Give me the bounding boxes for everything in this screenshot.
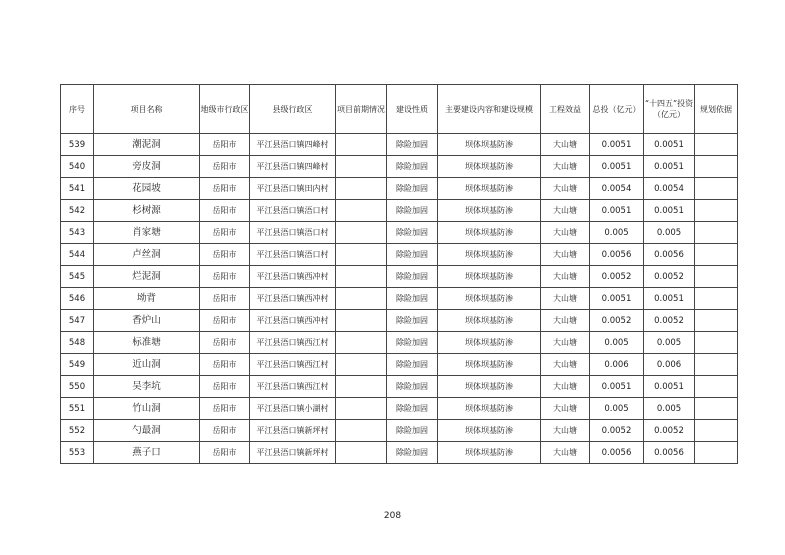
cell-total-investment: 0.0051 xyxy=(590,376,644,398)
cell-project-name: 卢丝洞 xyxy=(94,244,200,266)
cell-nature: 除险加固 xyxy=(387,222,438,244)
cell-content: 坝体坝基防渗 xyxy=(438,178,541,200)
header-benefit: 工程效益 xyxy=(541,85,590,134)
header-serial: 序号 xyxy=(61,85,94,134)
cell-plan-investment: 0.0052 xyxy=(644,310,695,332)
cell-serial: 550 xyxy=(61,376,94,398)
cell-city: 岳阳市 xyxy=(200,266,250,288)
cell-county: 平江县浯口镇浯口村 xyxy=(250,222,336,244)
cell-county: 平江县浯口镇西江村 xyxy=(250,354,336,376)
cell-nature: 除险加固 xyxy=(387,134,438,156)
cell-city: 岳阳市 xyxy=(200,288,250,310)
cell-content: 坝体坝基防渗 xyxy=(438,354,541,376)
cell-project-name: 杉树源 xyxy=(94,200,200,222)
cell-city: 岳阳市 xyxy=(200,420,250,442)
cell-county: 平江县浯口镇西江村 xyxy=(250,332,336,354)
table-row xyxy=(61,222,738,244)
cell-nature: 除险加固 xyxy=(387,178,438,200)
cell-plan-investment: 0.0051 xyxy=(644,200,695,222)
cell-total-investment: 0.0051 xyxy=(590,288,644,310)
cell-county: 平江县浯口镇西冲村 xyxy=(250,288,336,310)
table-row xyxy=(61,134,738,156)
cell-content: 坝体坝基防渗 xyxy=(438,310,541,332)
cell-plan-investment: 0.0051 xyxy=(644,134,695,156)
cell-basis xyxy=(695,288,738,310)
table-row xyxy=(61,398,738,420)
cell-benefit: 大山塘 xyxy=(541,442,590,464)
cell-county: 平江县浯口镇西江村 xyxy=(250,376,336,398)
cell-plan-investment: 0.0051 xyxy=(644,288,695,310)
cell-plan-investment: 0.005 xyxy=(644,398,695,420)
table-row xyxy=(61,442,738,464)
cell-nature: 除险加固 xyxy=(387,266,438,288)
cell-total-investment: 0.0052 xyxy=(590,266,644,288)
header-county: 县级行政区 xyxy=(250,85,336,134)
cell-serial: 540 xyxy=(61,156,94,178)
cell-serial: 553 xyxy=(61,442,94,464)
cell-city: 岳阳市 xyxy=(200,376,250,398)
cell-nature: 除险加固 xyxy=(387,310,438,332)
cell-project-name: 花园坡 xyxy=(94,178,200,200)
cell-serial: 541 xyxy=(61,178,94,200)
cell-nature: 除险加固 xyxy=(387,354,438,376)
table-row xyxy=(61,178,738,200)
cell-plan-investment: 0.0052 xyxy=(644,266,695,288)
cell-content: 坝体坝基防渗 xyxy=(438,134,541,156)
cell-serial: 547 xyxy=(61,310,94,332)
cell-total-investment: 0.005 xyxy=(590,398,644,420)
page-number: 208 xyxy=(383,511,402,521)
cell-city: 岳阳市 xyxy=(200,332,250,354)
cell-project-name: 勺最洞 xyxy=(94,420,200,442)
cell-basis xyxy=(695,398,738,420)
cell-city: 岳阳市 xyxy=(200,156,250,178)
cell-content: 坝体坝基防渗 xyxy=(438,332,541,354)
cell-county: 平江县浯口镇四峰村 xyxy=(250,156,336,178)
cell-basis xyxy=(695,310,738,332)
header-nature: 建设性质 xyxy=(387,85,438,134)
cell-county: 平江县浯口镇田内村 xyxy=(250,178,336,200)
cell-benefit: 大山塘 xyxy=(541,200,590,222)
cell-project-name: 吴李坑 xyxy=(94,376,200,398)
cell-content: 坝体坝基防渗 xyxy=(438,398,541,420)
cell-total-investment: 0.005 xyxy=(590,222,644,244)
cell-total-investment: 0.0052 xyxy=(590,310,644,332)
cell-total-investment: 0.0051 xyxy=(590,134,644,156)
cell-preliminary xyxy=(336,156,387,178)
cell-city: 岳阳市 xyxy=(200,134,250,156)
cell-content: 坝体坝基防渗 xyxy=(438,156,541,178)
header-preliminary: 项目前期情况 xyxy=(336,85,387,134)
cell-county: 平江县浯口镇四峰村 xyxy=(250,134,336,156)
cell-project-name: 燕子口 xyxy=(94,442,200,464)
cell-preliminary xyxy=(336,310,387,332)
cell-preliminary xyxy=(336,420,387,442)
cell-city: 岳阳市 xyxy=(200,244,250,266)
cell-county: 平江县浯口镇新坪村 xyxy=(250,420,336,442)
cell-basis xyxy=(695,420,738,442)
cell-preliminary xyxy=(336,244,387,266)
header-project-name: 项目名称 xyxy=(94,85,200,134)
header-city: 地级市行政区 xyxy=(200,85,250,134)
table-row xyxy=(61,156,738,178)
cell-content: 坝体坝基防渗 xyxy=(438,200,541,222)
cell-project-name: 竹山洞 xyxy=(94,398,200,420)
cell-project-name: 标准塘 xyxy=(94,332,200,354)
cell-plan-investment: 0.006 xyxy=(644,354,695,376)
cell-benefit: 大山塘 xyxy=(541,398,590,420)
table-row xyxy=(61,266,738,288)
table-row xyxy=(61,376,738,398)
cell-nature: 除险加固 xyxy=(387,244,438,266)
cell-serial: 546 xyxy=(61,288,94,310)
header-row xyxy=(61,85,738,134)
cell-plan-investment: 0.0056 xyxy=(644,442,695,464)
cell-content: 坝体坝基防渗 xyxy=(438,376,541,398)
cell-plan-investment: 0.005 xyxy=(644,332,695,354)
cell-city: 岳阳市 xyxy=(200,442,250,464)
cell-plan-investment: 0.005 xyxy=(644,222,695,244)
cell-serial: 549 xyxy=(61,354,94,376)
cell-serial: 545 xyxy=(61,266,94,288)
cell-benefit: 大山塘 xyxy=(541,310,590,332)
cell-basis xyxy=(695,200,738,222)
cell-total-investment: 0.0052 xyxy=(590,420,644,442)
cell-nature: 除险加固 xyxy=(387,398,438,420)
table-row xyxy=(61,288,738,310)
cell-content: 坝体坝基防渗 xyxy=(438,222,541,244)
cell-total-investment: 0.0056 xyxy=(590,442,644,464)
table-row xyxy=(61,310,738,332)
cell-benefit: 大山塘 xyxy=(541,266,590,288)
cell-plan-investment: 0.0051 xyxy=(644,376,695,398)
cell-nature: 除险加固 xyxy=(387,332,438,354)
cell-project-name: 旁皮洞 xyxy=(94,156,200,178)
table-header xyxy=(61,85,738,134)
cell-basis xyxy=(695,332,738,354)
cell-benefit: 大山塘 xyxy=(541,244,590,266)
cell-nature: 除险加固 xyxy=(387,442,438,464)
cell-project-name: 香炉山 xyxy=(94,310,200,332)
cell-plan-investment: 0.0054 xyxy=(644,178,695,200)
cell-preliminary xyxy=(336,332,387,354)
cell-total-investment: 0.006 xyxy=(590,354,644,376)
cell-city: 岳阳市 xyxy=(200,398,250,420)
cell-project-name: 近山洞 xyxy=(94,354,200,376)
cell-benefit: 大山塘 xyxy=(541,222,590,244)
header-basis: 规划依据 xyxy=(695,85,738,134)
cell-total-investment: 0.005 xyxy=(590,332,644,354)
cell-total-investment: 0.0051 xyxy=(590,156,644,178)
cell-county: 平江县浯口镇浯口村 xyxy=(250,244,336,266)
cell-county: 平江县浯口镇西冲村 xyxy=(250,266,336,288)
cell-benefit: 大山塘 xyxy=(541,376,590,398)
cell-preliminary xyxy=(336,266,387,288)
cell-serial: 544 xyxy=(61,244,94,266)
table-body xyxy=(61,134,738,464)
cell-benefit: 大山塘 xyxy=(541,156,590,178)
cell-nature: 除险加固 xyxy=(387,420,438,442)
cell-nature: 除险加固 xyxy=(387,288,438,310)
cell-benefit: 大山塘 xyxy=(541,420,590,442)
cell-city: 岳阳市 xyxy=(200,178,250,200)
projects-table xyxy=(60,84,738,464)
cell-plan-investment: 0.0056 xyxy=(644,244,695,266)
cell-total-investment: 0.0056 xyxy=(590,244,644,266)
cell-city: 岳阳市 xyxy=(200,200,250,222)
table-row xyxy=(61,332,738,354)
header-plan-investment: “十四五”投资（亿元） xyxy=(644,85,695,134)
cell-preliminary xyxy=(336,442,387,464)
cell-benefit: 大山塘 xyxy=(541,288,590,310)
header-content: 主要建设内容和建设规模 xyxy=(438,85,541,134)
cell-county: 平江县浯口镇小湖村 xyxy=(250,398,336,420)
cell-serial: 539 xyxy=(61,134,94,156)
cell-basis xyxy=(695,354,738,376)
cell-benefit: 大山塘 xyxy=(541,332,590,354)
cell-total-investment: 0.0054 xyxy=(590,178,644,200)
cell-city: 岳阳市 xyxy=(200,310,250,332)
cell-nature: 除险加固 xyxy=(387,376,438,398)
cell-preliminary xyxy=(336,200,387,222)
cell-benefit: 大山塘 xyxy=(541,354,590,376)
cell-city: 岳阳市 xyxy=(200,354,250,376)
cell-basis xyxy=(695,442,738,464)
cell-county: 平江县浯口镇西冲村 xyxy=(250,310,336,332)
cell-basis xyxy=(695,266,738,288)
cell-preliminary xyxy=(336,178,387,200)
cell-preliminary xyxy=(336,398,387,420)
cell-serial: 548 xyxy=(61,332,94,354)
cell-preliminary xyxy=(336,288,387,310)
cell-serial: 552 xyxy=(61,420,94,442)
cell-preliminary xyxy=(336,222,387,244)
cell-basis xyxy=(695,222,738,244)
cell-project-name: 坳背 xyxy=(94,288,200,310)
cell-basis xyxy=(695,178,738,200)
cell-content: 坝体坝基防渗 xyxy=(438,442,541,464)
cell-basis xyxy=(695,156,738,178)
cell-plan-investment: 0.0052 xyxy=(644,420,695,442)
cell-total-investment: 0.0051 xyxy=(590,200,644,222)
cell-plan-investment: 0.0051 xyxy=(644,156,695,178)
cell-content: 坝体坝基防渗 xyxy=(438,244,541,266)
table-row xyxy=(61,420,738,442)
cell-content: 坝体坝基防渗 xyxy=(438,420,541,442)
cell-project-name: 潮泥洞 xyxy=(94,134,200,156)
cell-basis xyxy=(695,376,738,398)
table-row xyxy=(61,244,738,266)
cell-basis xyxy=(695,244,738,266)
cell-serial: 543 xyxy=(61,222,94,244)
cell-nature: 除险加固 xyxy=(387,200,438,222)
cell-county: 平江县浯口镇浯口村 xyxy=(250,200,336,222)
cell-benefit: 大山塘 xyxy=(541,134,590,156)
cell-serial: 551 xyxy=(61,398,94,420)
cell-serial: 542 xyxy=(61,200,94,222)
cell-benefit: 大山塘 xyxy=(541,178,590,200)
cell-nature: 除险加固 xyxy=(387,156,438,178)
cell-preliminary xyxy=(336,354,387,376)
cell-preliminary xyxy=(336,134,387,156)
cell-project-name: 肖家塘 xyxy=(94,222,200,244)
cell-project-name: 烂泥洞 xyxy=(94,266,200,288)
table-row xyxy=(61,354,738,376)
cell-city: 岳阳市 xyxy=(200,222,250,244)
cell-basis xyxy=(695,134,738,156)
cell-content: 坝体坝基防渗 xyxy=(438,266,541,288)
cell-content: 坝体坝基防渗 xyxy=(438,288,541,310)
header-total-investment: 总投（亿元） xyxy=(590,85,644,134)
table-row xyxy=(61,200,738,222)
cell-county: 平江县浯口镇新坪村 xyxy=(250,442,336,464)
cell-preliminary xyxy=(336,376,387,398)
